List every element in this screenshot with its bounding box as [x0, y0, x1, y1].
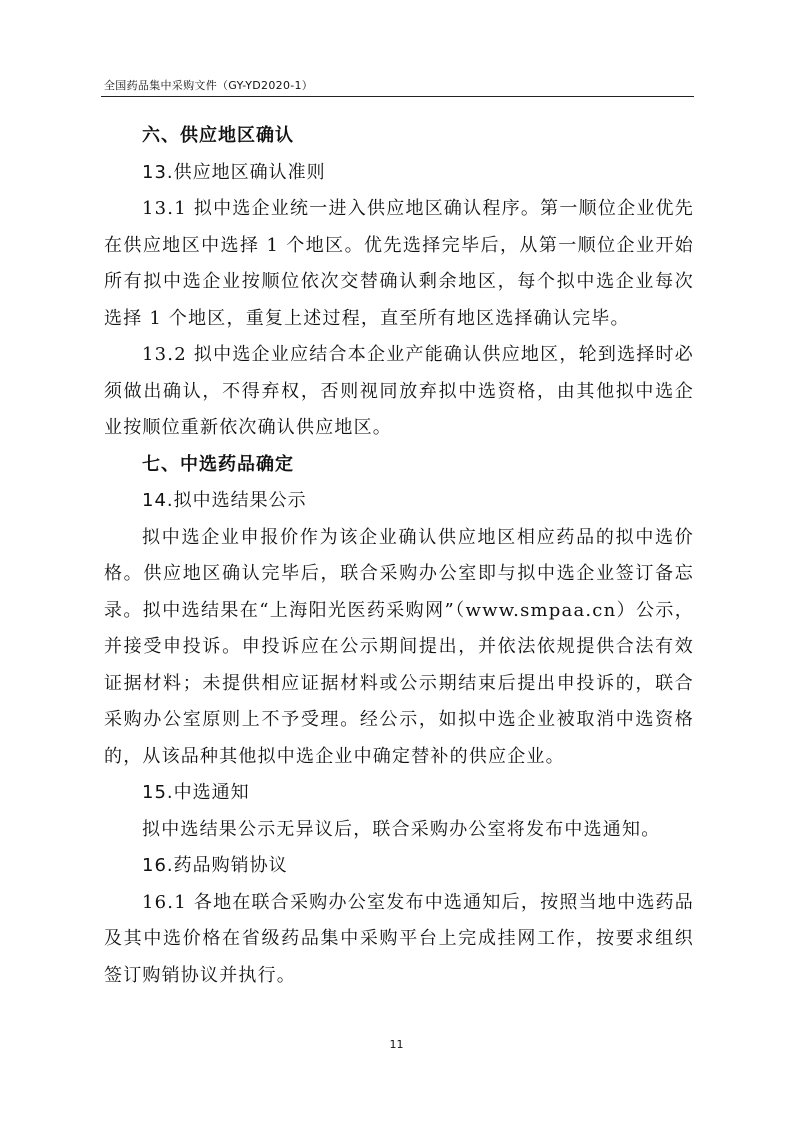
paragraph-14: 拟中选企业申报价作为该企业确认供应地区相应药品的拟中选价格。供应地区确认完毕后，联合采购办公室即与拟中选企业签订备忘录。拟中选结果在“上海阳光医药采购网”（www.smpaa.cn）公示，并接受申投诉。申投诉应在公示期间提出，并依法依规提供合法有效证据材料；未提供相应证据材料或公示期结束后提出申投诉的，联合采购办公室原则上不予受理。经公示，如拟中选企业被取消中选资格的，从该品种其他拟中选企业中确定替补的供应企业。 [104, 526, 694, 767]
document-header: 全国药品集中采购文件（GY-YD2020-1） [104, 79, 314, 92]
section-heading-6: 六、供应地区确认 [142, 125, 294, 146]
paragraph-15: 拟中选结果公示无异议后，联合采购办公室将发布中选通知。 [142, 818, 661, 840]
document-body [104, 118, 694, 994]
subsection-title-16: 16.药品购销协议 [142, 855, 288, 876]
paragraph-16-1: 16.1 各地在联合采购办公室发布中选通知后，按照当地中选药品及其中选价格在省级药品集中采购平台上完成挂网工作，按要求组织签订购销协议并执行。 [104, 891, 694, 986]
header-divider [101, 96, 694, 97]
subsection-title-14: 14.拟中选结果公示 [142, 490, 307, 511]
paragraph-13-2: 13.2 拟中选企业应结合本企业产能确认供应地区，轮到选择时必须做出确认，不得弃权，否则视同放弃拟中选资格，由其他拟中选企业按顺位重新依次确认供应地区。 [104, 344, 694, 438]
paragraph-13-1: 13.1 拟中选企业统一进入供应地区确认程序。第一顺位企业优先在供应地区中选择 1 个地区。优先选择完毕后，从第一顺位企业开始所有拟中选企业按顺位依次交替确认剩余地区，每个拟中选企业每次选择 1 个地区，重复上述过程，直至所有地区选择确认完毕。 [104, 198, 694, 329]
subsection-title-15: 15.中选通知 [142, 782, 250, 803]
subsection-title-13: 13.供应地区确认准则 [142, 161, 326, 183]
section-heading-7: 七、中选药品确定 [142, 453, 294, 475]
page-number: 11 [389, 1038, 404, 1051]
